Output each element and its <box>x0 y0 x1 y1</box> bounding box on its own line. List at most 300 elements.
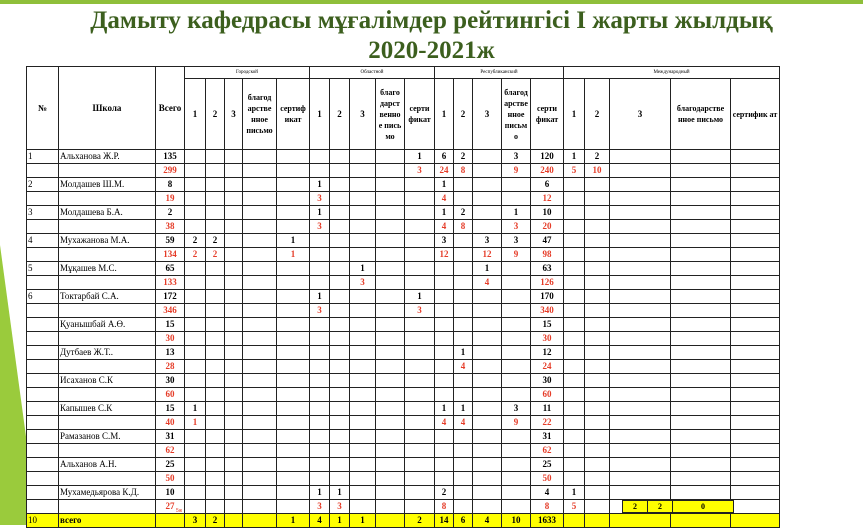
score-cell: 4 <box>454 360 473 374</box>
score-cell <box>243 486 277 500</box>
score-cell <box>225 360 243 374</box>
score-cell: 98 <box>531 248 564 262</box>
table-row <box>27 486 780 500</box>
score-cell <box>277 178 310 192</box>
score-cell <box>225 486 243 500</box>
extra-cell: 2 <box>623 501 648 513</box>
score-cell <box>585 416 610 430</box>
score-cell <box>502 430 531 444</box>
score-cell: 28 <box>156 360 185 374</box>
score-cell: 13 <box>156 346 185 360</box>
row-number-cell <box>27 500 59 514</box>
score-cell <box>350 500 376 514</box>
score-cell <box>243 346 277 360</box>
score-cell <box>454 192 473 206</box>
score-cell <box>731 276 780 290</box>
teacher-name-cell: Альханов А.Н. <box>59 458 156 472</box>
score-cell: 5 <box>564 164 585 178</box>
score-cell <box>502 262 531 276</box>
row-number-cell: 1 <box>27 150 59 164</box>
row-number-cell <box>27 444 59 458</box>
score-cell: 4 <box>435 192 454 206</box>
score-cell <box>185 318 206 332</box>
score-cell <box>310 360 330 374</box>
score-cell: 31 <box>531 430 564 444</box>
score-cell <box>610 318 671 332</box>
score-cell: 30 <box>156 374 185 388</box>
score-cell <box>330 164 350 178</box>
score-cell <box>277 416 310 430</box>
score-cell <box>350 360 376 374</box>
table-row <box>27 318 780 332</box>
score-cell <box>277 444 310 458</box>
teacher-name-cell <box>59 332 156 346</box>
table-row <box>27 276 780 290</box>
score-cell <box>731 346 780 360</box>
score-cell <box>405 332 435 346</box>
score-cell <box>225 374 243 388</box>
city-col-letter: благод арстве нное письмо <box>243 79 277 150</box>
row-number-cell: 4 <box>27 234 59 248</box>
score-cell <box>330 290 350 304</box>
score-cell: 3 <box>502 234 531 248</box>
city-col-1: 1 <box>185 79 206 150</box>
row-number-cell <box>27 486 59 500</box>
row-number-cell <box>27 304 59 318</box>
score-cell <box>225 416 243 430</box>
score-cell: 340 <box>531 304 564 318</box>
score-cell <box>405 444 435 458</box>
score-cell <box>277 150 310 164</box>
region-col-letter: благо дарст венно е пись мо <box>376 79 405 150</box>
score-cell <box>376 416 405 430</box>
score-cell: 60 <box>531 388 564 402</box>
score-cell <box>376 430 405 444</box>
score-cell <box>185 332 206 346</box>
score-cell <box>243 332 277 346</box>
score-cell <box>435 276 454 290</box>
score-cell: 1 <box>310 206 330 220</box>
score-cell <box>185 444 206 458</box>
table-row <box>27 332 780 346</box>
row-number-cell <box>27 220 59 234</box>
score-cell <box>225 220 243 234</box>
score-cell: 9 <box>502 164 531 178</box>
score-cell <box>473 472 502 486</box>
score-cell <box>185 374 206 388</box>
score-cell <box>564 290 585 304</box>
score-cell <box>277 500 310 514</box>
score-cell: 1 <box>310 290 330 304</box>
row-number-cell <box>27 332 59 346</box>
score-cell: 27 <box>156 500 185 514</box>
score-cell <box>610 220 671 234</box>
score-cell <box>376 164 405 178</box>
score-cell <box>473 318 502 332</box>
row-number-cell <box>27 458 59 472</box>
footnote-text: 5ж <box>176 508 183 514</box>
score-cell <box>473 164 502 178</box>
score-cell <box>585 290 610 304</box>
col-school-header: Школа <box>59 67 156 150</box>
score-cell <box>502 444 531 458</box>
score-cell <box>350 248 376 262</box>
score-cell <box>185 458 206 472</box>
table-row <box>27 192 780 206</box>
score-cell <box>671 206 731 220</box>
score-cell: 62 <box>531 444 564 458</box>
score-cell <box>225 444 243 458</box>
score-cell <box>731 430 780 444</box>
score-cell <box>225 276 243 290</box>
total-cell: 2 <box>206 514 225 528</box>
score-cell <box>206 192 225 206</box>
total-row <box>27 514 780 528</box>
region-col-2: 2 <box>330 79 350 150</box>
score-cell: 3 <box>502 150 531 164</box>
score-cell <box>330 444 350 458</box>
score-cell <box>585 248 610 262</box>
score-cell: 1 <box>277 248 310 262</box>
score-cell: 24 <box>435 164 454 178</box>
score-cell: 12 <box>531 346 564 360</box>
score-cell <box>731 486 780 500</box>
score-cell <box>731 332 780 346</box>
score-cell <box>454 332 473 346</box>
score-cell <box>225 402 243 416</box>
score-cell <box>610 164 671 178</box>
score-cell <box>350 318 376 332</box>
score-cell <box>225 388 243 402</box>
score-cell <box>310 150 330 164</box>
score-cell <box>350 388 376 402</box>
score-cell <box>350 346 376 360</box>
score-cell <box>585 402 610 416</box>
score-cell <box>243 458 277 472</box>
row-number-cell <box>27 318 59 332</box>
score-cell: 3 <box>405 164 435 178</box>
total-cell: 4 <box>310 514 330 528</box>
score-cell: 30 <box>531 374 564 388</box>
score-cell <box>473 430 502 444</box>
score-cell <box>350 206 376 220</box>
table-row <box>27 388 780 402</box>
score-cell <box>564 332 585 346</box>
table-body <box>27 150 780 528</box>
score-cell <box>376 388 405 402</box>
score-cell <box>376 472 405 486</box>
score-cell <box>473 360 502 374</box>
score-cell: 1 <box>310 178 330 192</box>
score-cell <box>376 150 405 164</box>
score-cell <box>206 360 225 374</box>
score-cell: 1 <box>564 150 585 164</box>
teacher-name-cell <box>59 472 156 486</box>
score-cell <box>671 276 731 290</box>
score-cell <box>330 472 350 486</box>
score-cell <box>185 472 206 486</box>
score-cell: 59 <box>156 234 185 248</box>
score-cell: 172 <box>156 290 185 304</box>
score-cell <box>225 346 243 360</box>
row-number-cell <box>27 402 59 416</box>
score-cell <box>405 248 435 262</box>
teacher-name-cell <box>59 416 156 430</box>
row-number-cell <box>27 374 59 388</box>
score-cell: 63 <box>531 262 564 276</box>
row-number-cell <box>27 388 59 402</box>
total-cell <box>585 514 610 528</box>
score-cell <box>376 402 405 416</box>
score-cell: 2 <box>206 234 225 248</box>
score-cell <box>502 178 531 192</box>
top-accent-bar <box>0 0 863 4</box>
score-cell <box>473 206 502 220</box>
score-cell <box>330 458 350 472</box>
score-cell: 2 <box>185 234 206 248</box>
score-cell <box>243 206 277 220</box>
score-cell <box>243 430 277 444</box>
score-cell <box>225 430 243 444</box>
score-cell <box>585 318 610 332</box>
score-cell <box>277 304 310 318</box>
score-cell <box>731 402 780 416</box>
score-cell <box>473 332 502 346</box>
score-cell: 4 <box>531 486 564 500</box>
score-cell <box>277 346 310 360</box>
score-cell: 3 <box>330 500 350 514</box>
score-cell <box>585 276 610 290</box>
score-cell <box>330 374 350 388</box>
score-cell <box>310 234 330 248</box>
score-cell: 65 <box>156 262 185 276</box>
score-cell <box>277 388 310 402</box>
score-cell <box>243 444 277 458</box>
intl-col-3: 3 <box>610 79 671 150</box>
score-cell <box>585 178 610 192</box>
score-cell <box>243 248 277 262</box>
score-cell: 1 <box>350 262 376 276</box>
score-cell: 170 <box>531 290 564 304</box>
score-cell <box>610 486 671 500</box>
score-cell: 40 <box>156 416 185 430</box>
score-cell: 1 <box>564 486 585 500</box>
score-cell <box>405 234 435 248</box>
score-cell <box>330 360 350 374</box>
score-cell <box>243 360 277 374</box>
score-cell: 22 <box>531 416 564 430</box>
score-cell <box>610 472 671 486</box>
score-cell <box>206 402 225 416</box>
teacher-name-cell <box>59 304 156 318</box>
score-cell <box>376 444 405 458</box>
table-row <box>27 346 780 360</box>
score-cell <box>225 178 243 192</box>
score-cell: 4 <box>473 276 502 290</box>
score-cell <box>731 290 780 304</box>
score-cell <box>206 472 225 486</box>
teacher-name-cell <box>59 248 156 262</box>
score-cell: 15 <box>156 402 185 416</box>
score-cell <box>405 346 435 360</box>
teacher-name-cell <box>59 388 156 402</box>
score-cell <box>350 164 376 178</box>
score-cell <box>435 472 454 486</box>
score-cell <box>502 304 531 318</box>
score-cell: 10 <box>585 164 610 178</box>
score-cell <box>454 430 473 444</box>
score-cell <box>610 234 671 248</box>
score-cell <box>310 276 330 290</box>
total-cell <box>671 514 731 528</box>
score-cell <box>731 234 780 248</box>
score-cell: 2 <box>454 206 473 220</box>
score-cell <box>671 220 731 234</box>
score-cell <box>206 332 225 346</box>
teacher-name-cell <box>59 276 156 290</box>
score-cell: 133 <box>156 276 185 290</box>
score-cell <box>473 346 502 360</box>
score-cell <box>610 276 671 290</box>
score-cell <box>671 262 731 276</box>
score-cell <box>564 206 585 220</box>
score-cell <box>185 388 206 402</box>
score-cell <box>225 150 243 164</box>
score-cell: 1 <box>435 178 454 192</box>
score-cell <box>330 248 350 262</box>
score-cell: 15 <box>156 318 185 332</box>
group-city-header: Городской <box>185 67 310 79</box>
score-cell: 47 <box>531 234 564 248</box>
score-cell <box>585 192 610 206</box>
score-cell <box>564 430 585 444</box>
score-cell <box>376 290 405 304</box>
score-cell <box>610 430 671 444</box>
score-cell <box>435 346 454 360</box>
table-row <box>27 402 780 416</box>
score-cell <box>435 304 454 318</box>
score-cell <box>376 276 405 290</box>
score-cell <box>405 220 435 234</box>
table-row <box>27 416 780 430</box>
score-cell <box>502 276 531 290</box>
score-cell: 15 <box>531 318 564 332</box>
score-cell <box>671 234 731 248</box>
score-cell <box>731 164 780 178</box>
score-cell <box>330 150 350 164</box>
score-cell <box>350 374 376 388</box>
score-cell <box>350 458 376 472</box>
score-cell: 3 <box>310 500 330 514</box>
score-cell <box>435 318 454 332</box>
score-cell <box>277 290 310 304</box>
teacher-name-cell: Капышев С.К <box>59 402 156 416</box>
teacher-name-cell: Мухамедьярова К.Д. <box>59 486 156 500</box>
total-cell: 1 <box>277 514 310 528</box>
city-col-3: 3 <box>225 79 243 150</box>
score-cell: 1 <box>454 346 473 360</box>
score-cell <box>225 318 243 332</box>
score-cell <box>185 276 206 290</box>
teacher-name-cell <box>59 444 156 458</box>
score-cell <box>405 262 435 276</box>
score-cell: 24 <box>531 360 564 374</box>
teacher-name-cell: Молдашев Ш.М. <box>59 178 156 192</box>
score-cell: 4 <box>435 416 454 430</box>
header-row-groups <box>27 67 780 79</box>
score-cell <box>206 206 225 220</box>
score-cell <box>405 206 435 220</box>
score-cell <box>277 206 310 220</box>
score-cell <box>610 178 671 192</box>
score-cell <box>610 206 671 220</box>
score-cell <box>330 178 350 192</box>
score-cell <box>473 374 502 388</box>
score-cell <box>564 416 585 430</box>
score-cell <box>206 290 225 304</box>
score-cell <box>731 206 780 220</box>
score-cell <box>731 444 780 458</box>
score-cell: 3 <box>310 192 330 206</box>
score-cell <box>454 234 473 248</box>
score-cell <box>585 430 610 444</box>
score-cell <box>185 206 206 220</box>
teacher-name-cell: Альханова Ж.Р. <box>59 150 156 164</box>
score-cell <box>330 318 350 332</box>
score-cell <box>185 430 206 444</box>
score-cell <box>671 346 731 360</box>
score-cell <box>454 304 473 318</box>
score-cell <box>225 304 243 318</box>
group-intl-header: Международный <box>564 67 780 79</box>
row-number-cell <box>27 248 59 262</box>
score-cell: 1 <box>473 262 502 276</box>
score-cell <box>671 332 731 346</box>
row-number-cell <box>27 346 59 360</box>
score-cell <box>585 374 610 388</box>
row-number-cell <box>27 192 59 206</box>
score-cell: 30 <box>156 332 185 346</box>
score-cell <box>185 500 206 514</box>
col-total-header: Всего <box>156 67 185 150</box>
score-cell <box>502 458 531 472</box>
score-cell <box>731 248 780 262</box>
row-number-cell <box>27 430 59 444</box>
total-cell: 3 <box>185 514 206 528</box>
score-cell: 1 <box>277 234 310 248</box>
row-number-cell: 3 <box>27 206 59 220</box>
score-cell <box>585 234 610 248</box>
score-cell <box>610 458 671 472</box>
score-cell <box>243 500 277 514</box>
row-number-cell <box>27 164 59 178</box>
score-cell <box>310 402 330 416</box>
score-cell <box>243 150 277 164</box>
score-cell <box>405 500 435 514</box>
score-cell <box>473 388 502 402</box>
score-cell <box>405 486 435 500</box>
score-cell <box>405 178 435 192</box>
score-cell <box>185 262 206 276</box>
title-line-1: Дамыту кафедрасы мұғалімдер рейтингісі І жарты жылдық <box>90 7 773 34</box>
score-cell <box>405 388 435 402</box>
score-cell <box>671 430 731 444</box>
score-cell: 30 <box>531 332 564 346</box>
score-cell <box>350 430 376 444</box>
score-cell <box>330 262 350 276</box>
score-cell <box>585 388 610 402</box>
score-cell <box>185 304 206 318</box>
